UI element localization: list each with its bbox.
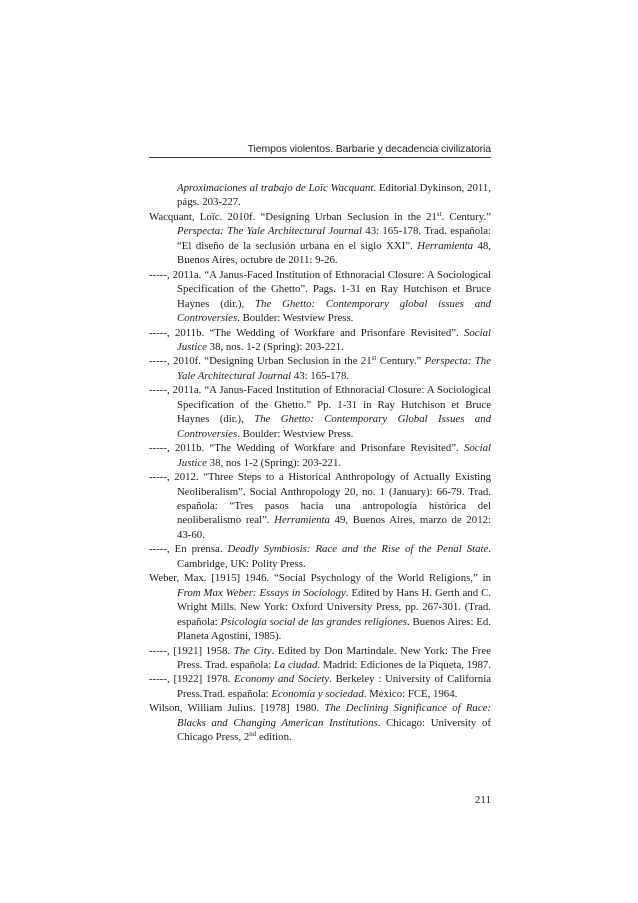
italic-title: The Ghetto: Contemporary Global Issues and Controversies bbox=[177, 413, 492, 440]
reference-text: . Edited by Don Martindale. New York: The Free Press. Trad. española: bbox=[177, 644, 491, 671]
superscript: st bbox=[436, 209, 442, 218]
reference-text: . Boulder: Westview Press. bbox=[237, 427, 354, 440]
italic-title: Social Justice bbox=[177, 326, 491, 353]
italic-title: Social Justice bbox=[177, 442, 491, 469]
reference-text: -----, 2012. “Three Steps to a Historical Anthropology of Actually Existing Neoliberalism”. Social Anthropology 20, no. 1 (January): 66-79. Trad. española: “Tres pasos hacia una antropología histórica del neoliberalismo real”. bbox=[149, 471, 491, 527]
reference-text: 48, Buenos Aires, octubre de 2011: 9-26. bbox=[177, 239, 491, 267]
reference-list bbox=[149, 181, 491, 745]
reference-text: . México: FCE, 1964. bbox=[363, 687, 458, 700]
reference-text: . Cambridge, UK: Polity Press. bbox=[177, 543, 491, 570]
reference-text: Century.” bbox=[376, 355, 425, 368]
reference-entry bbox=[149, 571, 491, 643]
italic-title: Perspecta: The Yale Architectural Journal bbox=[177, 355, 491, 382]
reference-entry bbox=[149, 181, 491, 210]
reference-entry bbox=[149, 470, 491, 542]
reference-text: -----, [1922] 1978. bbox=[149, 673, 235, 686]
reference-text: . Century.” bbox=[441, 210, 491, 223]
italic-title: Economy and Society bbox=[234, 673, 330, 686]
reference-text: . Editorial Dykinson, 2011, págs. 203-227. bbox=[177, 182, 491, 209]
reference-text: 49, Buenos Aires, marzo de 2012: 43-60. bbox=[177, 514, 492, 541]
italic-title: Herramienta bbox=[417, 239, 474, 252]
reference-text: 43: 165-178. bbox=[291, 369, 350, 382]
italic-title: From Max Weber: Essays in Sociology bbox=[177, 586, 346, 599]
superscript: st bbox=[371, 354, 377, 363]
reference-text: -----, 2011b. “The Wedding of Workfare and Prisonfare Revisited”. bbox=[149, 442, 464, 455]
reference-text: . Buenos Aires: Ed. Planeta Agostini, 1985). bbox=[177, 615, 491, 643]
reference-text: . Boulder: Westview Press. bbox=[237, 312, 354, 325]
reference-entry bbox=[149, 354, 491, 383]
page-number: 211 bbox=[474, 794, 491, 806]
italic-title: Aproximaciones al trabajo de Loïc Wacquant bbox=[177, 182, 374, 194]
reference-text: -----, 2011a. “A Janus-Faced Institution of Ethnoracial Closure: A Sociological Specification of the Ghetto.” Pp. 1-31 in Ray Hutchison et Bruce Haynes (dir.), bbox=[149, 384, 491, 426]
italic-title: La ciudad bbox=[273, 658, 318, 671]
italic-title: Herramienta bbox=[274, 514, 330, 527]
reference-text: . Berkeley : University of California Press.Trad. española: bbox=[177, 673, 491, 700]
reference-text: . Madrid: Ediciones de la Piqueta, 1987. bbox=[317, 658, 491, 671]
reference-text: -----, 2011a. “A Janus-Faced Institution of Ethnoracial Closure: A Sociological Specification of the Ghetto”. Pags. 1-31 en Ray Hutchison et Bruce Haynes (dir.), bbox=[149, 268, 491, 310]
reference-text: 38, nos. 1-2 (Spring): 203-221. bbox=[206, 340, 344, 353]
reference-text: -----, 2010f. “Designing Urban Seclusion in the 21 bbox=[149, 355, 372, 368]
italic-title: Psicología social de las grandes religiones bbox=[220, 615, 407, 628]
italic-title: Economía y sociedad bbox=[271, 687, 364, 700]
reference-entry bbox=[149, 542, 491, 571]
italic-title: The City bbox=[233, 644, 272, 657]
reference-entry bbox=[149, 268, 491, 326]
italic-title: Deadly Symbiosis: Race and the Rise of the Penal State bbox=[227, 543, 489, 556]
reference-text: 43: 165-178. Trad. española: “El diseño de la seclusión urbana en el siglo XXI”. bbox=[177, 225, 491, 252]
reference-entry bbox=[149, 672, 491, 701]
italic-title: Perspecta: The Yale Architectural Journal bbox=[177, 225, 362, 238]
reference-entry bbox=[149, 210, 491, 268]
reference-text: Wilson, William Julius. [1978] 1980. bbox=[149, 702, 325, 715]
reference-entry bbox=[149, 326, 491, 355]
header-rule bbox=[149, 157, 491, 158]
reference-entry bbox=[149, 701, 491, 744]
reference-entry bbox=[149, 383, 491, 441]
reference-text: edition. bbox=[256, 731, 292, 744]
reference-text: Wacquant, Loïc. 2010f. “Designing Urban Seclusion in the 21 bbox=[149, 210, 437, 223]
reference-text: . Edited by Hans H. Gerth and C. Wright Mills. New York: Oxford University Press, pp. 267-301. (Trad. española: bbox=[177, 586, 492, 628]
reference-text: 38, nos 1-2 (Spring): 203-221. bbox=[206, 456, 342, 469]
superscript: nd bbox=[249, 730, 257, 739]
reference-text: -----, [1921] 1958. bbox=[149, 644, 234, 657]
italic-title: The Ghetto: Contemporary global issues and Controversies bbox=[177, 297, 491, 325]
italic-title: The Declining Significance of Race: Blacks and Changing American Institutions bbox=[177, 702, 491, 729]
reference-entry bbox=[149, 441, 491, 470]
reference-entry bbox=[149, 644, 491, 673]
running-header: Tiempos violentos. Barbarie y decadencia civilizatoria bbox=[247, 143, 491, 155]
reference-text: -----, 2011b. “The Wedding of Workfare and Prisonfare Revisited”. bbox=[149, 326, 464, 339]
reference-text: . Chicago: University of Chicago Press, 2 bbox=[177, 716, 491, 744]
reference-text: Weber, Max. [1915] 1946. “Social Psychology of the World Religions,” in bbox=[149, 572, 491, 585]
reference-text: -----, En prensa. bbox=[149, 543, 228, 556]
